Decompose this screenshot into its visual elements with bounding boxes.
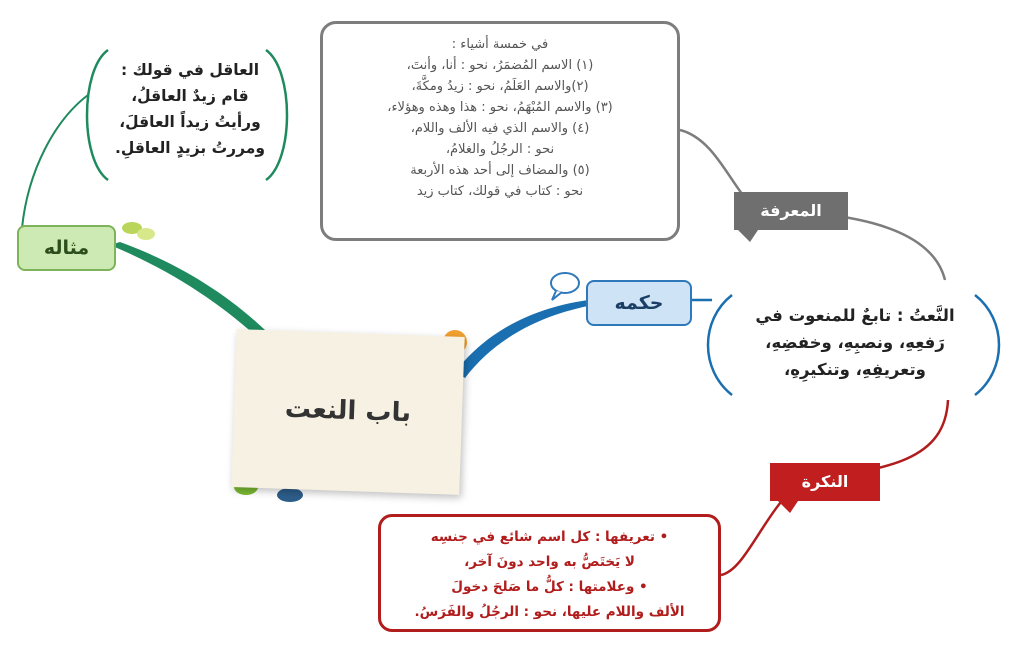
blue-branch — [455, 300, 588, 378]
hukmuhu-text — [730, 302, 980, 383]
mithalu-line: العاقل في قولك : — [120, 61, 260, 79]
nakira-tag-tail — [778, 501, 798, 513]
center-title: باب النعت — [284, 393, 412, 429]
nakira-box — [378, 514, 721, 632]
mithalu-line: قام زيدٌ العاقلُ، — [131, 87, 249, 105]
green-bracket-line — [22, 95, 88, 228]
hukmuhu-line: وتعريفِهِ، وتنكيرِهِ، — [784, 360, 926, 379]
mithalu-node[interactable]: مثاله — [17, 225, 116, 271]
marifa-line: (٣) والاسم المُبْهَمُ، نحو : هذا وهذه وهؤلاء، — [387, 100, 613, 115]
marifa-line: (١) الاسم المُضمَرُ، نحو : أنا، وأنتَ، — [406, 58, 594, 73]
nakira-tag[interactable]: النكرة — [770, 463, 880, 501]
mithalu-line: ورأيتُ زيداً العاقلَ، — [119, 113, 261, 131]
marifa-box — [320, 21, 680, 241]
mithalu-line: ومررتُ بزيدٍ العاقلِ. — [115, 139, 265, 157]
marifa-line: نحو : الرجُلُ والغلامُ، — [445, 142, 555, 157]
nakira-line: • وعلامتها : كلُّ ما صَلحَ دخولَ — [451, 579, 648, 595]
green-branch — [110, 242, 265, 335]
marifa-line: في خمسة أشياء : — [451, 37, 549, 52]
blue-bracket-left — [708, 295, 732, 395]
chat-bubbles-icon — [122, 222, 155, 240]
mithalu-text — [90, 57, 290, 161]
marifa-line: (٢)والاسم العَلَمُ، نحو : زيدُ ومكَّةَ، — [411, 79, 589, 94]
hukmuhu-node[interactable]: حكمه — [586, 280, 692, 326]
marifa-line: (٥) والمضاف إلى أحد هذه الأربعة — [410, 163, 590, 178]
hukmuhu-line: النَّعتُ : تابعٌ للمنعوت في — [755, 306, 955, 325]
nakira-line: • تعريفها : كل اسم شائع في جنسِه — [430, 529, 669, 545]
marifa-line: (٤) والاسم الذي فيه الألف واللام، — [410, 121, 590, 136]
nakira-line: الألف واللام عليها، نحو : الرجُلُ والفَرَسُ. — [414, 604, 685, 620]
marifa-tag-tail — [738, 230, 758, 242]
hukmuhu-line: رَفعِهِ، ونصبِهِ، وخفضِهِ، — [765, 333, 945, 352]
marifa-line: نحو : كتاب في قولك، كتاب زيد — [416, 184, 584, 199]
marifa-tag[interactable]: المعرفة — [734, 192, 848, 230]
speech-bubble-icon — [551, 273, 579, 300]
nakira-line: لا يَختَصُّ به واحد دونَ آخر، — [464, 554, 635, 570]
